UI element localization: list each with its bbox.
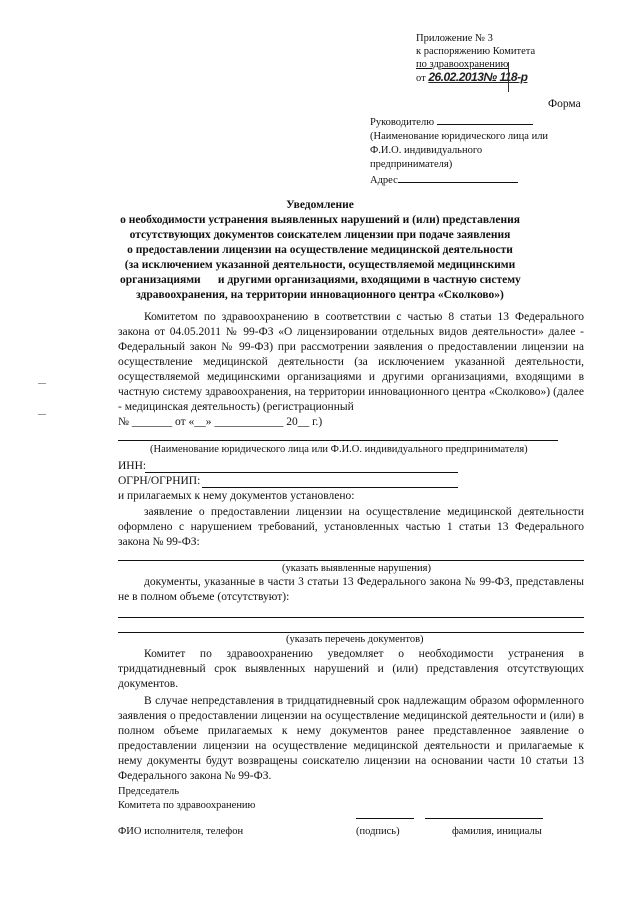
annex-block <box>416 32 535 85</box>
paragraph-5-text: В случае непредставления в тридцатидневный срок надлежащим образом оформленного заявления о предоставлении лицензии на осуществление медицинской деятельности и (или) в полном объеме прилагаемых к нему документов ранее представленное заявление о предоставлении лицензии на осуществление медицинской деятельности и прилагаемые к нему документы будут возвращены соискателю лицензии на основании части 10 статьи 13 Федерального закона № 99-ФЗ. <box>118 695 584 782</box>
chairman-title-1: Председатель <box>118 786 180 797</box>
ogrn-label: ОГРН/ОГРНИП: <box>118 475 201 487</box>
title-line-2: о необходимости устранения выявленных нарушений и (или) представления <box>120 214 520 226</box>
paragraph-3 <box>118 575 584 605</box>
paragraph-1 <box>118 310 584 430</box>
title-line-6: организациями и другими организациями, входящими в частную систему <box>120 274 521 286</box>
inn-line <box>145 472 458 473</box>
paragraph-4-text: Комитет по здравоохранению уведомляет о необходимости устранения в тридцатидневный срок выявленных нарушений и (или) представления отсутствующих документов. <box>118 648 584 690</box>
documents-caption: (указать перечень документов) <box>286 634 424 645</box>
violations-line <box>118 560 584 561</box>
handwritten-date-number: 26.02.2013№ 118-р <box>428 70 528 84</box>
addressee-line-3: Ф.И.О. индивидуального <box>370 145 483 156</box>
ogrn-line <box>202 487 458 488</box>
title-line-7: здравоохранения, на территории инновационного центра «Сколково») <box>136 289 504 301</box>
documents-line-1 <box>118 617 584 618</box>
applicant-name-caption: (Наименование юридического лица или Ф.И.О. индивидуального предпринимателя) <box>150 444 528 455</box>
address-line: Адрес <box>370 172 548 188</box>
paragraph-1-text: Комитетом по здравоохранению в соответствии с частью 8 статьи 13 Федерального закона от 04.05.2011 № 99-ФЗ «О лицензировании отдельных видов деятельности» далее - Федеральный закон № 99-ФЗ) при рассмотрении заявления о предоставлении лицензии на осуществление медицинской деятельности (за исключением указанной деятельности, осуществляемой медицинскими организациями и другими организациями, входящими в частную систему здравоохранения, на территории инновационного центра «Сколково») (далее - медицинская деятельность) (регистрационный <box>118 311 584 413</box>
title-line-3: отсутствующих документов соискателем лицензии при подаче заявления <box>129 229 511 241</box>
inn-label: ИНН: <box>118 460 147 472</box>
paragraph-2-text: заявление о предоставлении лицензии на осуществление медицинской деятельности оформлено с нарушением требований, установленных частью 1 статьи 13 Федерального закона № 99-ФЗ: <box>118 506 584 548</box>
annex-line-2: к распоряжению Комитета <box>416 46 536 57</box>
paragraph-2 <box>118 505 584 550</box>
signature-line <box>356 818 414 819</box>
annex-date-prefix: от <box>416 73 426 84</box>
executor-label: ФИО исполнителя, телефон <box>118 826 244 837</box>
addressee-line-1: Руководителю <box>370 114 548 130</box>
address-underline <box>398 172 518 183</box>
paragraph-3-text: документы, указанные в части 3 статьи 13 Федерального закона № 99-ФЗ, представлены не в полном объеме (отсутствуют): <box>118 576 584 603</box>
addressee-underline <box>437 114 533 125</box>
name-line <box>425 818 543 819</box>
annex-line-4 <box>416 71 535 85</box>
annex-line-1: Приложение № 3 <box>416 33 493 44</box>
margin-mark-2 <box>38 414 46 415</box>
registration-line: № _______ от «__» ____________ 20__ г.) <box>118 416 323 428</box>
name-initials-label: фамилия, инициалы <box>452 826 542 837</box>
notice-title <box>120 198 520 303</box>
bracket-mark <box>508 62 511 92</box>
paragraph-5 <box>118 694 584 784</box>
violations-caption: (указать выявленные нарушения) <box>282 563 431 574</box>
addressee-line-4: предпринимателя) <box>370 159 453 170</box>
signature-label: (подпись) <box>356 826 400 837</box>
title-line-5: (за исключением указанной деятельности, осуществляемой медицинскими <box>124 259 516 271</box>
chairman-title-2: Комитета по здравоохранению <box>118 800 256 811</box>
addressee-block <box>370 114 548 188</box>
documents-line-2 <box>118 632 584 633</box>
attached-documents-text: и прилагаемых к нему документов установлено: <box>118 490 355 502</box>
annex-line-3: по здравоохранению <box>416 59 509 70</box>
addressee-line-2: (Наименование юридического лица или <box>370 131 549 142</box>
paragraph-4 <box>118 647 584 692</box>
title-line-1: Уведомление <box>286 199 354 211</box>
margin-mark-1 <box>38 383 46 384</box>
title-line-4: о предоставлении лицензии на осуществление медицинской деятельности <box>127 244 513 256</box>
applicant-name-line <box>118 440 558 441</box>
form-label: Форма <box>548 98 581 110</box>
